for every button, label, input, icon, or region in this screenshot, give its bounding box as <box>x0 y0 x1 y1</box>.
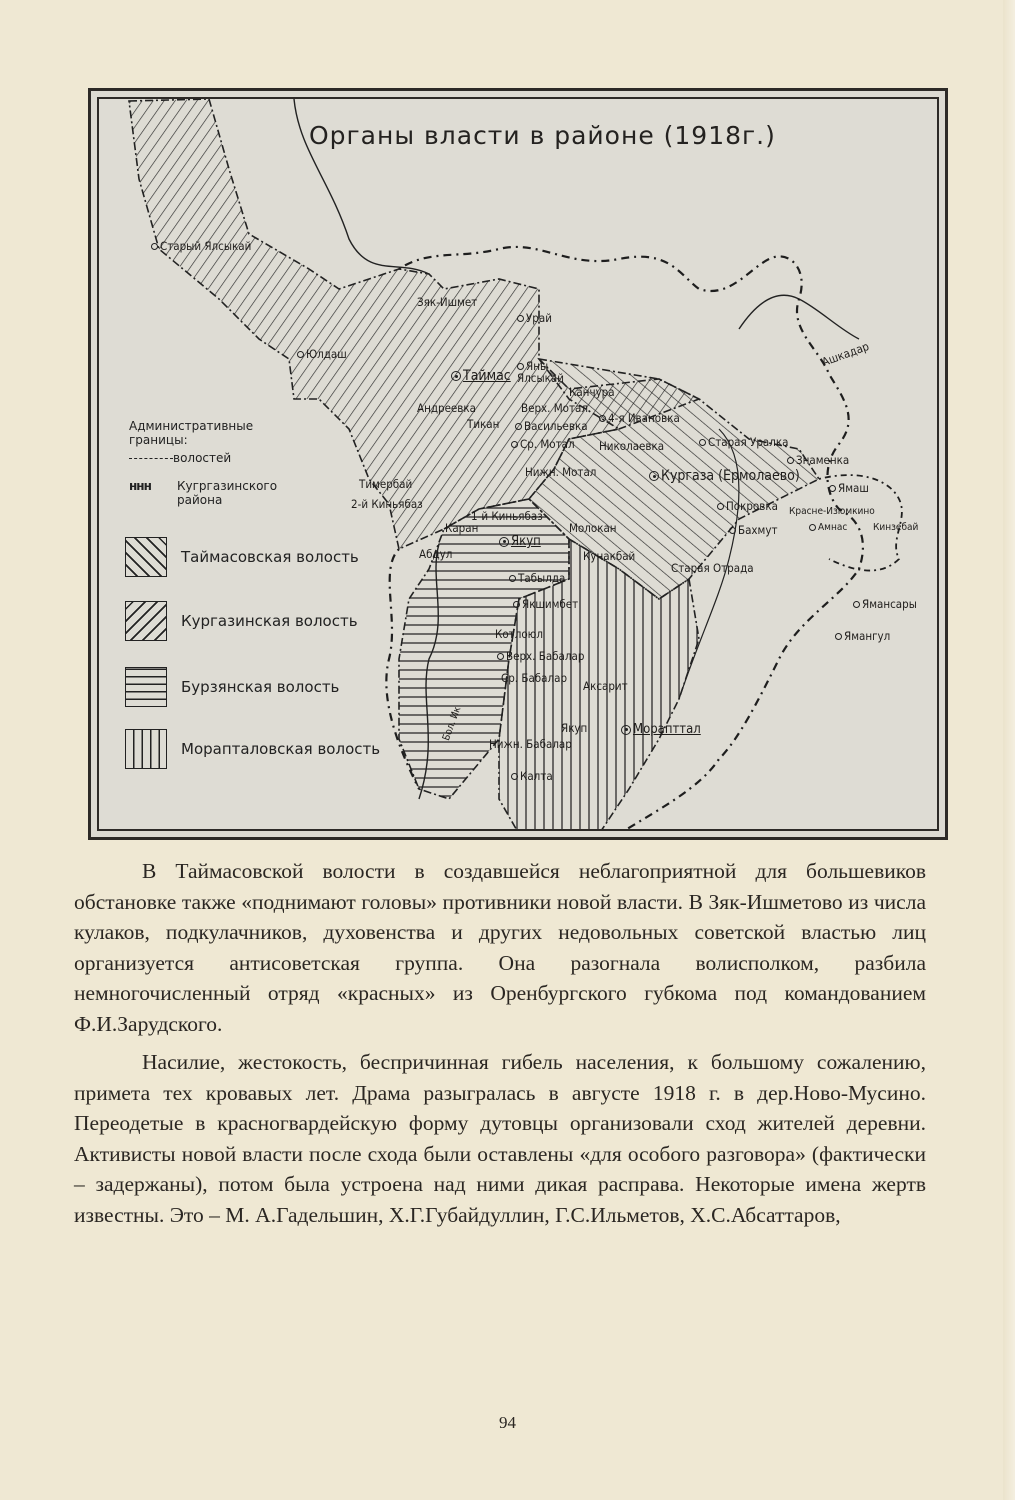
place-label: Тикан <box>467 417 500 431</box>
place-label: Старый Ялсыкай <box>151 241 251 253</box>
place-label: Калта <box>511 771 553 783</box>
river-label: Ашкадар <box>819 339 871 370</box>
settlement-icon <box>809 524 816 531</box>
place-label: Николаевка <box>599 439 665 453</box>
legend-rayon-boundary: ннн Кугргазинского района <box>129 479 278 507</box>
settlement-icon <box>297 351 304 358</box>
place-label: Ср. Мотал <box>511 439 575 451</box>
place-label: Якуп <box>561 721 588 735</box>
settlement-icon <box>511 441 518 448</box>
place-label: Ямаш <box>829 483 869 495</box>
place-label: Котлоюл <box>495 627 543 641</box>
hatch-swatch-diagonal-right <box>125 537 167 577</box>
map-figure <box>88 88 948 840</box>
volost-center-icon <box>451 371 461 381</box>
hatch-swatch-diagonal-left <box>125 601 167 641</box>
place-label: Кинзебай <box>873 522 919 533</box>
place-label: Краснe-Изюмкино <box>789 506 875 517</box>
place-label: Абдул <box>419 547 453 561</box>
place-label-center: Кургаза (Ермолаево) <box>649 469 800 483</box>
hatch-swatch-vertical <box>125 729 167 769</box>
settlement-icon <box>717 503 724 510</box>
river-belaya <box>739 295 859 339</box>
legend-item-burzyanskaya: Бурзянская волость <box>125 665 339 709</box>
place-label: Васильевка <box>515 421 588 433</box>
volost-center-icon <box>621 725 631 735</box>
map-title: Органы власти в районе (1918г.) <box>309 121 776 150</box>
place-label: Нижн. Бабалар <box>489 737 572 751</box>
paragraph: В Таймасовской волости в создавшейся неблагоприятной для большевиков обстановке также «поднимают головы» противники новой власти. В Зяк-Ишметово из числа кулаков, подкулачников, духовенства и других недовольных советской властью лиц организуется антисоветская группа. Она разогнала волисполком, разбила немногочисленный отряд «красных» из Оренбургского губкома под командованием Ф.И.Зарудского. <box>74 859 926 1036</box>
river-label: Бол. Ик <box>440 705 464 743</box>
rayon-boundary-symbol: ннн <box>129 479 151 493</box>
place-label: Яны Ялсыкай <box>517 359 564 385</box>
place-label: Канчура <box>569 385 615 399</box>
place-label: Ямангул <box>835 631 890 643</box>
page-number: 94 <box>499 1413 516 1432</box>
place-label: Урай <box>517 313 552 325</box>
settlement-icon <box>787 457 794 464</box>
place-label: Верх. Мотал <box>521 401 588 415</box>
volost-center-icon <box>649 471 659 481</box>
place-label: Тимербай <box>359 477 413 491</box>
map-area <box>97 97 939 831</box>
place-label: Амнас <box>809 523 847 533</box>
place-label: Каран <box>445 521 479 535</box>
place-label: Табылда <box>509 573 565 585</box>
place-label: Бахмут <box>729 525 778 537</box>
settlement-icon <box>835 633 842 640</box>
place-label: Аксарит <box>583 679 628 693</box>
volost-center-icon <box>499 537 509 547</box>
place-label: Ср. Бабалар <box>501 671 568 685</box>
settlement-icon <box>517 363 524 370</box>
legend-item-taymasovskaya: Таймасовская волость <box>125 535 359 579</box>
place-label-center: Якуп <box>499 535 541 548</box>
legend-item-kurgazinskaya: Кургазинская волость <box>125 599 358 643</box>
body-text <box>74 856 926 1238</box>
hatch-swatch-horizontal <box>125 667 167 707</box>
settlement-icon <box>829 485 836 492</box>
place-label: Молокан <box>569 521 617 535</box>
settlement-icon <box>511 773 518 780</box>
place-label: Ямансары <box>853 599 917 611</box>
place-label-center: Морапттал <box>621 723 701 736</box>
place-label: Юлдаш <box>297 349 347 361</box>
legend-volost-boundary: волостей <box>129 451 231 465</box>
place-label: Старая Уралка <box>699 437 788 449</box>
settlement-icon <box>729 527 736 534</box>
paragraph: Насилие, жестокость, беспричинная гибель населения, к большому сожалению, примета тех кровавых лет. Драма разыгралась в августе 1918 г. в дер.Ново-Мусино. Переодетые в красногвардейскую форму дутовцы организовали сход жителей деревни. Активисты новой власти после схода были оставлены «для особого разговора» (фактически – задержаны), потом была устроена над ними дикая расправа. Некоторые имена жертв известны. Это – М. А.Гадельшин, Х.Г.Губайдуллин, Г.С.Ильметов, Х.С.Абсаттаров, <box>74 1050 926 1227</box>
settlement-icon <box>513 601 520 608</box>
place-label: 4-я Ивановка <box>599 413 680 425</box>
settlement-icon <box>599 415 606 422</box>
settlement-icon <box>497 653 504 660</box>
settlement-icon <box>517 315 524 322</box>
place-label-center: Таймас <box>451 369 511 383</box>
place-label: Покровка <box>717 501 778 513</box>
place-label: Верх. Бабалар <box>497 651 584 663</box>
legend-item-morapttalovskaya: Морапталовская волость <box>125 727 380 771</box>
page-edge <box>1003 0 1015 1500</box>
settlement-icon <box>151 243 158 250</box>
place-label: Андреевка <box>417 401 476 415</box>
settlement-icon <box>853 601 860 608</box>
place-label: Знаменка <box>787 455 849 467</box>
place-label: Зяк-Ишмет <box>417 295 478 309</box>
place-label: Старая Отрада <box>671 561 754 575</box>
volost-boundary-symbol <box>129 458 173 459</box>
place-label: 2-й Киньябаз <box>351 497 423 511</box>
settlement-icon <box>515 423 522 430</box>
legend-heading: Административные границы: <box>129 419 254 447</box>
settlement-icon <box>509 575 516 582</box>
place-label: Нижн. Мотал <box>525 465 597 479</box>
place-label: Кунакбай <box>583 549 636 563</box>
settlement-icon <box>699 439 706 446</box>
place-label: 1-й Киньябаз <box>471 509 543 523</box>
place-label: Якшимбет <box>513 599 578 611</box>
